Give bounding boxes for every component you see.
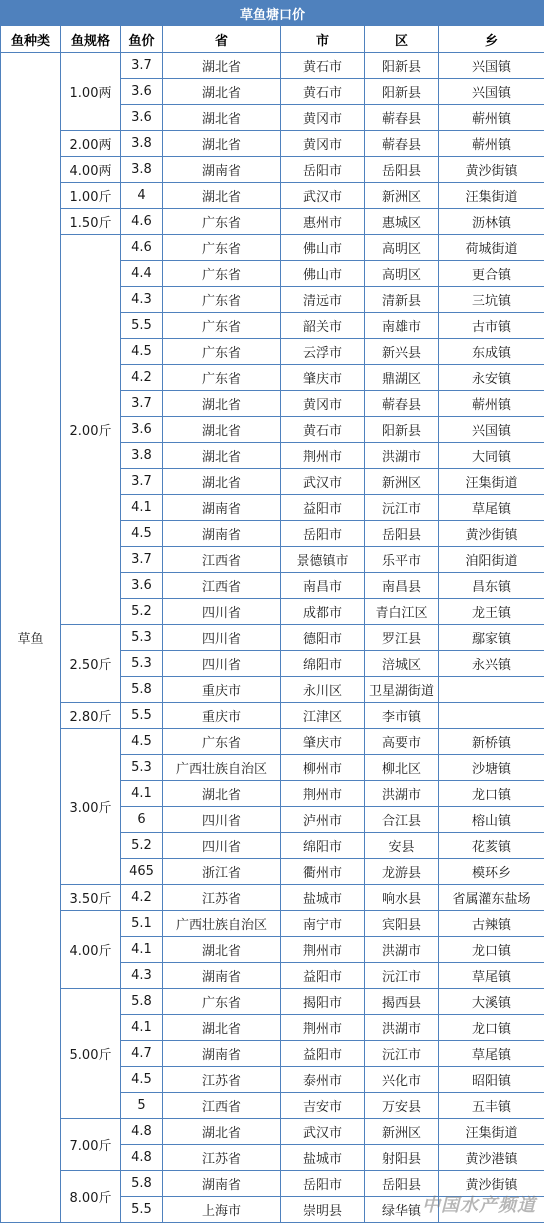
cell-province: 四川省 <box>163 807 281 833</box>
cell-town: 更合镇 <box>439 261 544 287</box>
cell-price: 3.7 <box>121 547 163 573</box>
cell-town: 花荄镇 <box>439 833 544 859</box>
cell-city: 景德镇市 <box>281 547 365 573</box>
cell-province: 江苏省 <box>163 1145 281 1171</box>
cell-town: 新桥镇 <box>439 729 544 755</box>
cell-town: 兴国镇 <box>439 53 544 79</box>
cell-province: 湖北省 <box>163 391 281 417</box>
cell-province: 湖北省 <box>163 781 281 807</box>
cell-province: 湖北省 <box>163 53 281 79</box>
cell-province: 湖北省 <box>163 105 281 131</box>
cell-city: 江津区 <box>281 703 365 729</box>
cell-spec: 2.50斤 <box>61 625 121 703</box>
cell-price: 5.3 <box>121 651 163 677</box>
cell-district: 安县 <box>365 833 439 859</box>
cell-spec: 4.00斤 <box>61 911 121 989</box>
cell-town: 龙口镇 <box>439 1015 544 1041</box>
cell-town: 模环乡 <box>439 859 544 885</box>
cell-spec: 4.00两 <box>61 157 121 183</box>
cell-district: 南雄市 <box>365 313 439 339</box>
cell-district: 岳阳县 <box>365 521 439 547</box>
cell-district: 射阳县 <box>365 1145 439 1171</box>
cell-price: 4 <box>121 183 163 209</box>
cell-province: 浙江省 <box>163 859 281 885</box>
cell-province: 广东省 <box>163 287 281 313</box>
cell-district: 洪湖市 <box>365 1015 439 1041</box>
cell-town: 古辣镇 <box>439 911 544 937</box>
cell-price: 4.7 <box>121 1041 163 1067</box>
cell-town: 昌东镇 <box>439 573 544 599</box>
cell-town: 龙口镇 <box>439 781 544 807</box>
cell-price: 4.2 <box>121 885 163 911</box>
cell-province: 湖南省 <box>163 963 281 989</box>
cell-district: 新洲区 <box>365 183 439 209</box>
cell-town: 兴国镇 <box>439 417 544 443</box>
cell-district: 宾阳县 <box>365 911 439 937</box>
cell-district: 合江县 <box>365 807 439 833</box>
cell-district: 沅江市 <box>365 1041 439 1067</box>
cell-price: 4.2 <box>121 365 163 391</box>
cell-province: 江西省 <box>163 573 281 599</box>
cell-city: 韶关市 <box>281 313 365 339</box>
cell-province: 上海市 <box>163 1197 281 1223</box>
cell-city: 荆州市 <box>281 781 365 807</box>
cell-province: 江西省 <box>163 547 281 573</box>
cell-city: 佛山市 <box>281 235 365 261</box>
cell-province: 湖北省 <box>163 183 281 209</box>
cell-city: 黄冈市 <box>281 105 365 131</box>
cell-price: 4.1 <box>121 937 163 963</box>
cell-spec: 1.00两 <box>61 53 121 131</box>
cell-price: 4.8 <box>121 1119 163 1145</box>
cell-city: 云浮市 <box>281 339 365 365</box>
cell-province: 广东省 <box>163 261 281 287</box>
cell-province: 广西壮族自治区 <box>163 911 281 937</box>
cell-city: 武汉市 <box>281 183 365 209</box>
cell-spec: 7.00斤 <box>61 1119 121 1171</box>
cell-city: 泸州市 <box>281 807 365 833</box>
cell-city: 佛山市 <box>281 261 365 287</box>
table-body <box>1 53 544 1223</box>
cell-price: 5 <box>121 1093 163 1119</box>
cell-province: 四川省 <box>163 625 281 651</box>
cell-province: 湖北省 <box>163 937 281 963</box>
cell-price: 5.5 <box>121 1197 163 1223</box>
cell-city: 柳州市 <box>281 755 365 781</box>
cell-spec: 5.00斤 <box>61 989 121 1119</box>
cell-town: 永安镇 <box>439 365 544 391</box>
cell-town: 汪集街道 <box>439 469 544 495</box>
cell-town: 大溪镇 <box>439 989 544 1015</box>
cell-district: 罗江县 <box>365 625 439 651</box>
cell-town: 洎阳街道 <box>439 547 544 573</box>
cell-town: 蕲州镇 <box>439 105 544 131</box>
cell-fish-type: 草鱼 <box>1 53 61 1223</box>
cell-price: 4.5 <box>121 1067 163 1093</box>
cell-province: 湖北省 <box>163 417 281 443</box>
cell-town: 荷城街道 <box>439 235 544 261</box>
cell-district: 鼎湖区 <box>365 365 439 391</box>
cell-province: 湖南省 <box>163 521 281 547</box>
cell-province: 江西省 <box>163 1093 281 1119</box>
cell-price: 3.8 <box>121 131 163 157</box>
cell-price: 6 <box>121 807 163 833</box>
table-row <box>1 911 544 937</box>
cell-city: 荆州市 <box>281 1015 365 1041</box>
cell-province: 重庆市 <box>163 677 281 703</box>
cell-town: 三坑镇 <box>439 287 544 313</box>
cell-province: 湖北省 <box>163 1015 281 1041</box>
cell-city: 清远市 <box>281 287 365 313</box>
cell-town: 黄沙街镇 <box>439 157 544 183</box>
cell-city: 黄石市 <box>281 417 365 443</box>
cell-province: 四川省 <box>163 599 281 625</box>
cell-spec: 2.80斤 <box>61 703 121 729</box>
cell-district: 涪城区 <box>365 651 439 677</box>
table-row <box>1 703 544 729</box>
cell-province: 重庆市 <box>163 703 281 729</box>
cell-price: 3.6 <box>121 79 163 105</box>
cell-city: 南宁市 <box>281 911 365 937</box>
header-town: 乡 <box>439 26 544 53</box>
cell-price: 465 <box>121 859 163 885</box>
cell-spec: 1.50斤 <box>61 209 121 235</box>
cell-town: 东成镇 <box>439 339 544 365</box>
cell-district: 绿华镇 <box>365 1197 439 1223</box>
cell-spec: 2.00两 <box>61 131 121 157</box>
header-province: 省 <box>163 26 281 53</box>
cell-spec: 3.00斤 <box>61 729 121 885</box>
cell-district: 柳北区 <box>365 755 439 781</box>
cell-town: 榕山镇 <box>439 807 544 833</box>
cell-district: 新洲区 <box>365 1119 439 1145</box>
cell-district: 卫星湖街道 <box>365 677 439 703</box>
cell-town: 草尾镇 <box>439 495 544 521</box>
cell-province: 广东省 <box>163 365 281 391</box>
cell-city: 盐城市 <box>281 1145 365 1171</box>
table-row <box>1 53 544 79</box>
cell-district: 高明区 <box>365 261 439 287</box>
cell-price: 5.3 <box>121 625 163 651</box>
cell-city: 绵阳市 <box>281 651 365 677</box>
cell-province: 广东省 <box>163 209 281 235</box>
cell-district: 新洲区 <box>365 469 439 495</box>
cell-price: 3.7 <box>121 469 163 495</box>
cell-province: 广东省 <box>163 339 281 365</box>
cell-city: 永川区 <box>281 677 365 703</box>
cell-city: 益阳市 <box>281 1041 365 1067</box>
cell-town: 蕲州镇 <box>439 391 544 417</box>
cell-province: 湖北省 <box>163 469 281 495</box>
cell-city: 武汉市 <box>281 1119 365 1145</box>
cell-price: 4.5 <box>121 521 163 547</box>
header-city: 市 <box>281 26 365 53</box>
cell-price: 3.6 <box>121 573 163 599</box>
table-title: 草鱼塘口价 <box>1 1 544 26</box>
cell-price: 4.5 <box>121 339 163 365</box>
cell-district: 蕲春县 <box>365 391 439 417</box>
table-row <box>1 235 544 261</box>
cell-city: 惠州市 <box>281 209 365 235</box>
cell-price: 3.7 <box>121 391 163 417</box>
cell-town: 鄢家镇 <box>439 625 544 651</box>
cell-town: 龙口镇 <box>439 937 544 963</box>
cell-city: 绵阳市 <box>281 833 365 859</box>
cell-district: 阳新县 <box>365 417 439 443</box>
cell-city: 崇明县 <box>281 1197 365 1223</box>
cell-price: 5.8 <box>121 989 163 1015</box>
cell-province: 江苏省 <box>163 1067 281 1093</box>
cell-spec: 3.50斤 <box>61 885 121 911</box>
cell-district: 兴化市 <box>365 1067 439 1093</box>
cell-province: 湖北省 <box>163 131 281 157</box>
cell-province: 广东省 <box>163 313 281 339</box>
cell-city: 岳阳市 <box>281 1171 365 1197</box>
cell-city: 益阳市 <box>281 963 365 989</box>
header-district: 区 <box>365 26 439 53</box>
cell-province: 广东省 <box>163 235 281 261</box>
cell-district: 惠城区 <box>365 209 439 235</box>
table-header-row <box>1 26 544 53</box>
table-row <box>1 1119 544 1145</box>
cell-town: 黄沙街镇 <box>439 521 544 547</box>
table-title-row <box>1 1 544 26</box>
cell-town: 黄沙港镇 <box>439 1145 544 1171</box>
cell-district: 万安县 <box>365 1093 439 1119</box>
cell-province: 湖北省 <box>163 1119 281 1145</box>
cell-district: 高要市 <box>365 729 439 755</box>
cell-district: 响水县 <box>365 885 439 911</box>
cell-city: 岳阳市 <box>281 521 365 547</box>
cell-district: 阳新县 <box>365 53 439 79</box>
cell-city: 黄石市 <box>281 79 365 105</box>
table-row <box>1 157 544 183</box>
cell-province: 湖南省 <box>163 157 281 183</box>
cell-district: 高明区 <box>365 235 439 261</box>
cell-price: 3.7 <box>121 53 163 79</box>
cell-province: 江苏省 <box>163 885 281 911</box>
cell-province: 湖南省 <box>163 495 281 521</box>
cell-district: 乐平市 <box>365 547 439 573</box>
table-row <box>1 885 544 911</box>
cell-town <box>439 703 544 729</box>
cell-city: 成都市 <box>281 599 365 625</box>
cell-town: 沙塘镇 <box>439 755 544 781</box>
cell-province: 湖南省 <box>163 1041 281 1067</box>
watermark: 中国水产频道 <box>422 1195 536 1216</box>
cell-price: 4.1 <box>121 495 163 521</box>
cell-town: 省属灌东盐场 <box>439 885 544 911</box>
table-row <box>1 209 544 235</box>
cell-city: 吉安市 <box>281 1093 365 1119</box>
cell-price: 5.5 <box>121 313 163 339</box>
cell-town <box>439 677 544 703</box>
table-row <box>1 625 544 651</box>
cell-price: 5.1 <box>121 911 163 937</box>
cell-spec: 8.00斤 <box>61 1171 121 1223</box>
cell-district: 龙游县 <box>365 859 439 885</box>
cell-town: 黄沙街镇 <box>439 1171 544 1197</box>
cell-district: 新兴县 <box>365 339 439 365</box>
cell-city: 荆州市 <box>281 443 365 469</box>
cell-city: 黄冈市 <box>281 391 365 417</box>
cell-district: 李市镇 <box>365 703 439 729</box>
cell-district: 沅江市 <box>365 495 439 521</box>
cell-district: 南昌县 <box>365 573 439 599</box>
cell-province: 湖北省 <box>163 443 281 469</box>
cell-price: 4.1 <box>121 1015 163 1041</box>
cell-district: 岳阳县 <box>365 1171 439 1197</box>
cell-province: 广西壮族自治区 <box>163 755 281 781</box>
cell-town: 昭阳镇 <box>439 1067 544 1093</box>
table-row <box>1 183 544 209</box>
cell-city: 益阳市 <box>281 495 365 521</box>
header-fish-type: 鱼种类 <box>1 26 61 53</box>
cell-city: 德阳市 <box>281 625 365 651</box>
cell-price: 4.4 <box>121 261 163 287</box>
cell-province: 湖南省 <box>163 1171 281 1197</box>
cell-city: 盐城市 <box>281 885 365 911</box>
cell-town: 草尾镇 <box>439 1041 544 1067</box>
cell-province: 湖北省 <box>163 79 281 105</box>
header-price: 鱼价 <box>121 26 163 53</box>
table-row <box>1 729 544 755</box>
cell-price: 5.2 <box>121 833 163 859</box>
cell-price: 4.6 <box>121 209 163 235</box>
cell-town: 兴国镇 <box>439 79 544 105</box>
cell-city: 荆州市 <box>281 937 365 963</box>
cell-district: 青白江区 <box>365 599 439 625</box>
cell-province: 四川省 <box>163 651 281 677</box>
cell-city: 肇庆市 <box>281 729 365 755</box>
cell-town: 大同镇 <box>439 443 544 469</box>
cell-district: 蕲春县 <box>365 105 439 131</box>
cell-province: 广东省 <box>163 729 281 755</box>
cell-price: 5.8 <box>121 1171 163 1197</box>
cell-province: 广东省 <box>163 989 281 1015</box>
cell-town: 古市镇 <box>439 313 544 339</box>
cell-price: 3.8 <box>121 443 163 469</box>
header-spec: 鱼规格 <box>61 26 121 53</box>
cell-district: 洪湖市 <box>365 443 439 469</box>
cell-city: 肇庆市 <box>281 365 365 391</box>
cell-town: 汪集街道 <box>439 183 544 209</box>
cell-city: 泰州市 <box>281 1067 365 1093</box>
cell-price: 4.1 <box>121 781 163 807</box>
cell-city: 岳阳市 <box>281 157 365 183</box>
cell-district: 岳阳县 <box>365 157 439 183</box>
cell-district: 洪湖市 <box>365 937 439 963</box>
cell-town: 永兴镇 <box>439 651 544 677</box>
cell-price: 4.8 <box>121 1145 163 1171</box>
cell-price: 3.6 <box>121 105 163 131</box>
cell-district: 揭西县 <box>365 989 439 1015</box>
table-row <box>1 989 544 1015</box>
cell-province: 四川省 <box>163 833 281 859</box>
cell-town: 草尾镇 <box>439 963 544 989</box>
cell-price: 3.8 <box>121 157 163 183</box>
cell-city: 南昌市 <box>281 573 365 599</box>
cell-price: 5.5 <box>121 703 163 729</box>
cell-spec: 2.00斤 <box>61 235 121 625</box>
cell-town: 龙王镇 <box>439 599 544 625</box>
cell-price: 3.6 <box>121 417 163 443</box>
cell-town: 蕲州镇 <box>439 131 544 157</box>
cell-price: 5.8 <box>121 677 163 703</box>
cell-district: 清新县 <box>365 287 439 313</box>
cell-district: 洪湖市 <box>365 781 439 807</box>
table-row <box>1 131 544 157</box>
cell-town: 五丰镇 <box>439 1093 544 1119</box>
cell-district: 蕲春县 <box>365 131 439 157</box>
cell-price: 5.3 <box>121 755 163 781</box>
cell-town: 沥林镇 <box>439 209 544 235</box>
cell-spec: 1.00斤 <box>61 183 121 209</box>
cell-price: 5.2 <box>121 599 163 625</box>
cell-city: 揭阳市 <box>281 989 365 1015</box>
cell-district: 阳新县 <box>365 79 439 105</box>
cell-district: 沅江市 <box>365 963 439 989</box>
cell-city: 衢州市 <box>281 859 365 885</box>
cell-city: 武汉市 <box>281 469 365 495</box>
cell-price: 4.6 <box>121 235 163 261</box>
cell-price: 4.3 <box>121 963 163 989</box>
cell-price: 4.3 <box>121 287 163 313</box>
cell-city: 黄石市 <box>281 53 365 79</box>
cell-price: 4.5 <box>121 729 163 755</box>
cell-city: 黄冈市 <box>281 131 365 157</box>
cell-town: 汪集街道 <box>439 1119 544 1145</box>
